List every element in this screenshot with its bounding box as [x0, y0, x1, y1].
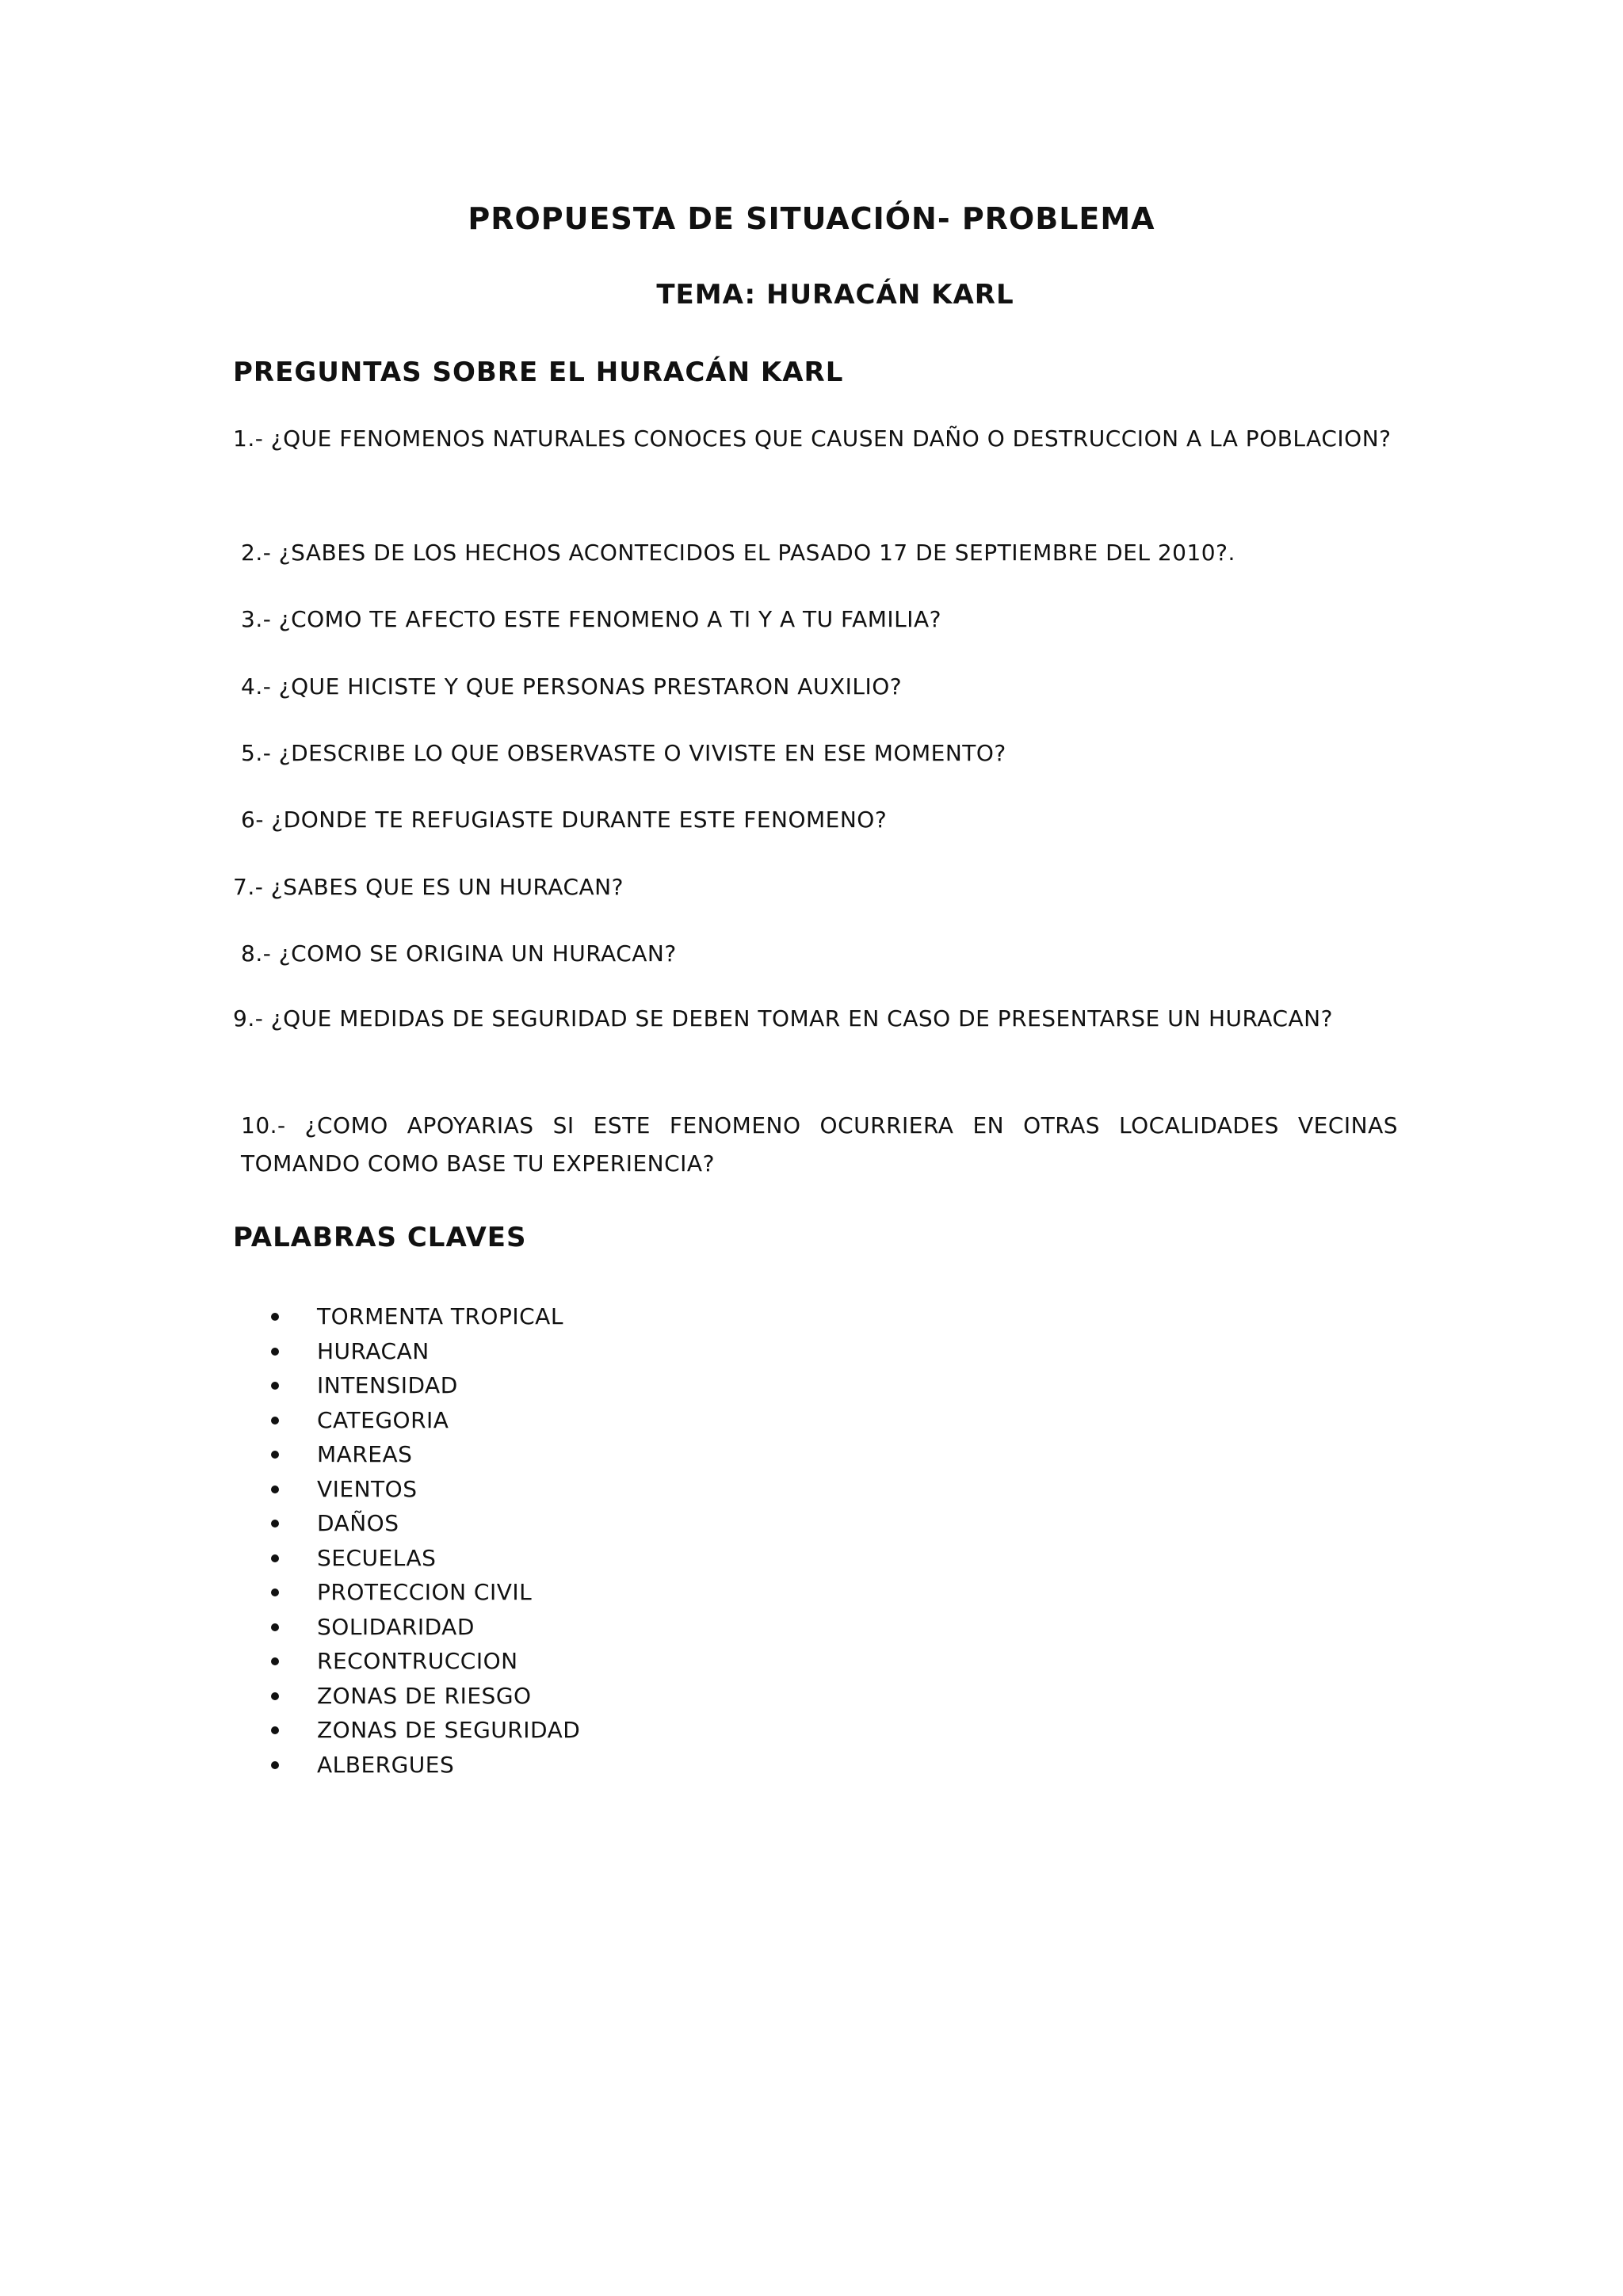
keyword-label: RECONTRUCCION: [317, 1648, 518, 1674]
question-item: 4.- ¿QUE HICISTE Y QUE PERSONAS PRESTARON AUXILIO?: [241, 673, 903, 700]
bullet-icon: [271, 1692, 279, 1700]
question-item: 2.- ¿SABES DE LOS HECHOS ACONTECIDOS EL PASADO 17 DE SEPTIEMBRE DEL 2010?.: [241, 540, 1235, 566]
keyword-label: ZONAS DE SEGURIDAD: [317, 1717, 581, 1743]
document-subtitle: TEMA: HURACÁN KARL: [656, 279, 1014, 311]
question-item: 1.- ¿QUE FENOMENOS NATURALES CONOCES QUE CAUSEN DAÑO O DESTRUCCION A LA POBLACION?: [233, 425, 1392, 452]
document-title: PROPUESTA DE SITUACIÓN- PROBLEMA: [468, 201, 1155, 236]
keyword-label: SECUELAS: [317, 1544, 437, 1571]
keyword-label: DAÑOS: [317, 1510, 399, 1536]
question-item: 8.- ¿COMO SE ORIGINA UN HURACAN?: [241, 940, 677, 967]
question-item: 3.- ¿COMO TE AFECTO ESTE FENOMENO A TI Y A TU FAMILIA?: [241, 606, 942, 632]
bullet-icon: [271, 1382, 279, 1390]
keyword-label: MAREAS: [317, 1441, 413, 1467]
bullet-icon: [271, 1417, 279, 1425]
keyword-label: ALBERGUES: [317, 1751, 455, 1778]
bullet-icon: [271, 1520, 279, 1527]
question-item: 9.- ¿QUE MEDIDAS DE SEGURIDAD SE DEBEN TOMAR EN CASO DE PRESENTARSE UN HURACAN?: [233, 1005, 1333, 1032]
question-item: 6- ¿DONDE TE REFUGIASTE DURANTE ESTE FENOMENO?: [241, 807, 888, 833]
bullet-icon: [271, 1657, 279, 1665]
keyword-label: ZONAS DE RIESGO: [317, 1682, 532, 1709]
questions-heading: PREGUNTAS SOBRE EL HURACÁN KARL: [233, 357, 844, 388]
bullet-icon: [271, 1348, 279, 1356]
bullet-icon: [271, 1623, 279, 1631]
bullet-icon: [271, 1589, 279, 1596]
keyword-label: CATEGORIA: [317, 1406, 449, 1433]
bullet-icon: [271, 1726, 279, 1734]
keyword-label: HURACAN: [317, 1337, 430, 1364]
bullet-icon: [271, 1451, 279, 1459]
question-item: 5.- ¿DESCRIBE LO QUE OBSERVASTE O VIVISTE EN ESE MOMENTO?: [241, 740, 1006, 766]
keyword-label: PROTECCION CIVIL: [317, 1579, 533, 1605]
keywords-heading: PALABRAS CLAVES: [233, 1222, 527, 1253]
bullet-icon: [271, 1761, 279, 1769]
keyword-label: INTENSIDAD: [317, 1372, 458, 1398]
question-item: 7.- ¿SABES QUE ES UN HURACAN?: [233, 874, 624, 900]
bullet-icon: [271, 1554, 279, 1562]
bullet-icon: [271, 1313, 279, 1321]
keyword-label: SOLIDARIDAD: [317, 1613, 475, 1640]
keyword-label: TORMENTA TROPICAL: [317, 1303, 563, 1329]
question-item: 10.- ¿COMO APOYARIAS SI ESTE FENOMENO OCURRIERA EN OTRAS LOCALIDADES VECINAS TOMANDO COMO BASE TU EXPERIENCIA?: [241, 1112, 1398, 1177]
keyword-label: VIENTOS: [317, 1475, 418, 1502]
bullet-icon: [271, 1486, 279, 1493]
